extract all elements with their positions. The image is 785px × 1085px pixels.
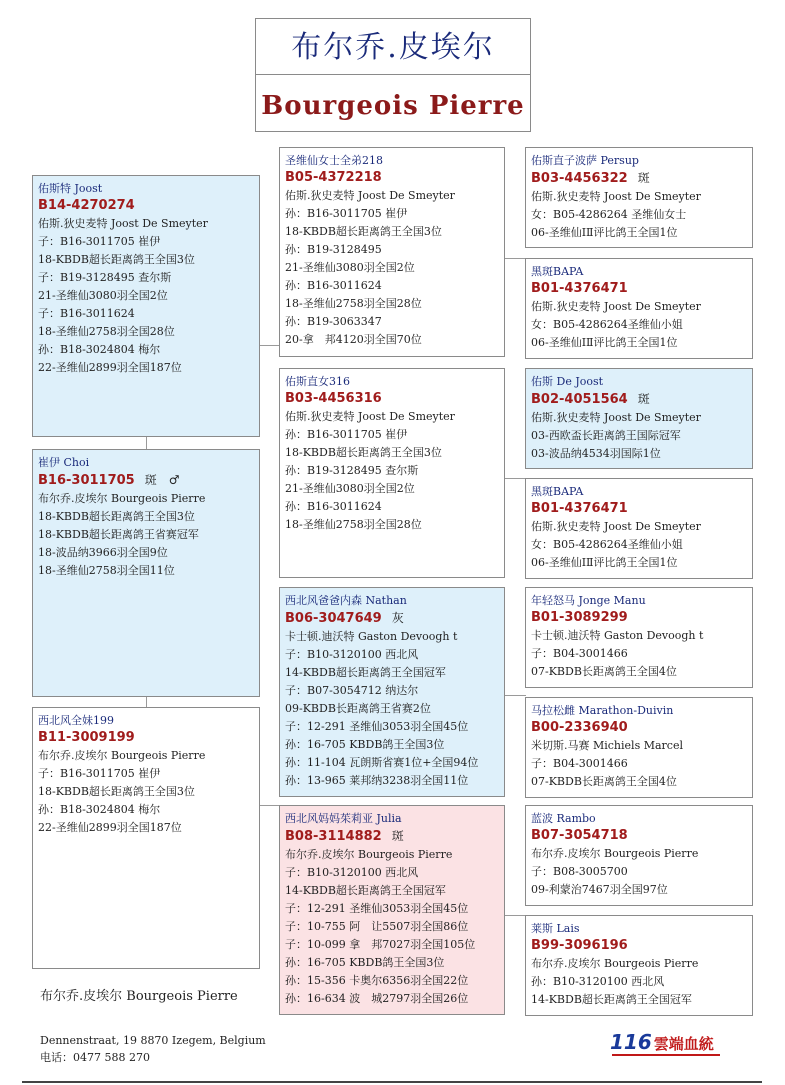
pigeon-card-sire <box>32 175 260 437</box>
bottom-divider <box>22 1081 762 1083</box>
pigeon-card-great-grandparent-3 <box>525 368 753 469</box>
ring-number-row <box>531 609 747 627</box>
brand-logo <box>610 1030 714 1054</box>
ring-number: B07-3054718 <box>531 828 628 843</box>
ring-number-row <box>531 390 747 409</box>
pigeon-color-sex: 斑 <box>391 829 404 843</box>
pedigree-info-line: 孙：16-705 KBDB鸽王全国3位 <box>285 738 445 751</box>
pedigree-info-line: 佑斯.狄史麦特 Joost De Smeyter <box>531 520 701 533</box>
ring-number: B16-3011705 <box>38 473 135 488</box>
pedigree-info-line: 孙：11-104 瓦朗斯省赛1位+全国94位 <box>285 756 479 769</box>
pigeon-name: 西北风全妹199 <box>38 714 114 727</box>
pigeon-name: 佑斯直女316 <box>285 375 350 388</box>
breeder-address: Dennenstraat, 19 8870 Izegem, Belgium <box>40 1034 266 1047</box>
ring-number-row <box>38 471 254 490</box>
pigeon-card-dam <box>32 707 260 969</box>
pedigree-info-line: 卡士顿.迪沃特 Gaston Devoogh t <box>285 630 458 643</box>
pedigree-info-line: 18-KBDB超长距离鸽王全国3位 <box>285 446 442 459</box>
pedigree-info-line: 18-圣维仙2758羽全国11位 <box>38 564 175 577</box>
pigeon-color-sex: 灰 <box>391 611 404 625</box>
ring-number-row <box>531 280 747 298</box>
ring-number: B01-3089299 <box>531 610 628 625</box>
pedigree-info-line: 子：B19-3128495 查尔斯 <box>38 271 172 284</box>
connector-line <box>504 478 526 479</box>
pigeon-name: 圣维仙女士全弟218 <box>285 154 383 167</box>
pedigree-info-line: 女：B05-4286264 圣维仙女士 <box>531 208 687 221</box>
pedigree-info-line: 布尔乔.皮埃尔 Bourgeois Pierre <box>285 848 453 861</box>
pedigree-info-line: 22-圣维仙2899羽全国187位 <box>38 821 182 834</box>
ring-number: B02-4051564 <box>531 392 628 407</box>
ring-number: B05-4372218 <box>285 170 382 185</box>
pedigree-info-line: 布尔乔.皮埃尔 Bourgeois Pierre <box>531 847 699 860</box>
pedigree-info-line: 孙：B16-3011624 <box>285 500 382 513</box>
ring-number: B08-3114882 <box>285 829 382 844</box>
pedigree-info-line: 孙：B19-3128495 查尔斯 <box>285 464 419 477</box>
pigeon-color-sex: 斑 ♂ <box>144 473 180 487</box>
pigeon-name: 黑斑BAPA <box>531 265 584 278</box>
pigeon-card-grandparent-4 <box>279 805 505 1015</box>
pedigree-info-line: 18-圣维仙2758羽全国28位 <box>285 297 422 310</box>
pedigree-info-line: 子：B10-3120100 西北风 <box>285 866 419 879</box>
pedigree-info-line: 22-圣维仙2899羽全国187位 <box>38 361 182 374</box>
pigeon-name: 佑斯特 Joost <box>38 182 103 195</box>
pedigree-info-line: 21-圣维仙3080羽全国2位 <box>285 482 415 495</box>
ring-number-row <box>38 197 254 215</box>
pedigree-info-line: 21-圣维仙3080羽全国2位 <box>38 289 168 302</box>
ring-number-row <box>285 390 499 408</box>
pedigree-info-line: 佑斯.狄史麦特 Joost De Smeyter <box>531 190 701 203</box>
ring-number: B14-4270274 <box>38 198 135 213</box>
pigeon-name: 西北风爸爸内森 Nathan <box>285 594 407 607</box>
ring-number-row <box>531 719 747 737</box>
pedigree-info-line: 子：B10-3120100 西北风 <box>285 648 419 661</box>
pedigree-info-line: 孙：B16-3011705 崔伊 <box>285 207 408 220</box>
pigeon-name: 崔伊 Choi <box>38 456 90 469</box>
pedigree-info-line: 18-KBDB超长距离鸽王全国3位 <box>38 785 195 798</box>
pigeon-name: 莱斯 Lais <box>531 922 580 935</box>
pedigree-info-line: 子：B08-3005700 <box>531 865 628 878</box>
pedigree-info-line: 子：B04-3001466 <box>531 647 628 660</box>
connector-line <box>259 345 280 346</box>
pedigree-info-line: 18-KBDB超长距离鸽王全国3位 <box>285 225 442 238</box>
pedigree-info-line: 孙：16-705 KBDB鸽王全国3位 <box>285 956 445 969</box>
pigeon-card-great-grandparent-6 <box>525 697 753 798</box>
pedigree-info-line: 03-波品纳4534羽国际1位 <box>531 447 661 460</box>
pedigree-info-line: 子：B07-3054712 纳达尔 <box>285 684 419 697</box>
pedigree-info-line: 14-KBDB超长距离鸽王全国冠军 <box>285 666 446 679</box>
pedigree-info-line: 孙：B18-3024804 梅尔 <box>38 343 161 356</box>
pedigree-info-line: 布尔乔.皮埃尔 Bourgeois Pierre <box>38 492 206 505</box>
pedigree-info-line: 孙：16-634 波 城2797羽全国26位 <box>285 992 469 1005</box>
pedigree-info-line: 佑斯.狄史麦特 Joost De Smeyter <box>531 300 701 313</box>
ring-number: B99-3096196 <box>531 938 628 953</box>
ring-number-row <box>531 827 747 845</box>
pigeon-name: 年轻怒马 Jonge Manu <box>531 594 646 607</box>
ring-number: B01-4376471 <box>531 501 628 516</box>
pedigree-info-line: 孙：B18-3024804 梅尔 <box>38 803 161 816</box>
pedigree-info-line: 孙：15-356 卡奥尔6356羽全国22位 <box>285 974 469 987</box>
ring-number: B01-4376471 <box>531 281 628 296</box>
pigeon-card-grandparent-1 <box>279 147 505 357</box>
page-title-english: Bourgeois Pierre <box>255 74 531 132</box>
pedigree-info-line: 孙：B19-3128495 <box>285 243 382 256</box>
pedigree-info-line: 14-KBDB超长距离鸽王全国冠军 <box>531 993 692 1006</box>
pedigree-info-line: 子：B16-3011624 <box>38 307 135 320</box>
pedigree-info-line: 07-KBDB长距离鸽王全国4位 <box>531 665 677 678</box>
pigeon-card-subject <box>32 449 260 697</box>
pedigree-info-line: 子：B16-3011705 崔伊 <box>38 767 161 780</box>
ring-number-row <box>38 729 254 747</box>
pedigree-info-line: 孙：13-965 莱邦纳3238羽全国11位 <box>285 774 469 787</box>
pedigree-info-line: 布尔乔.皮埃尔 Bourgeois Pierre <box>38 749 206 762</box>
pigeon-card-grandparent-2 <box>279 368 505 578</box>
ring-number: B11-3009199 <box>38 730 135 745</box>
page-title-chinese: 布尔乔.皮埃尔 <box>255 18 531 75</box>
pigeon-name: 佑斯 De Joost <box>531 375 604 388</box>
pigeon-name: 西北风妈妈茱莉亚 Julia <box>285 812 402 825</box>
pedigree-info-line: 09-利蒙治7467羽全国97位 <box>531 883 668 896</box>
pigeon-card-great-grandparent-8 <box>525 915 753 1016</box>
ring-number: B03-4456322 <box>531 171 628 186</box>
pedigree-info-line: 18-KBDB超长距离鸽王省赛冠军 <box>38 528 199 541</box>
connector-line <box>146 437 147 449</box>
pedigree-info-line: 孙：B10-3120100 西北风 <box>531 975 665 988</box>
pedigree-info-line: 06-圣维仙ⅠⅡ评比鸽王全国1位 <box>531 226 678 239</box>
pedigree-info-line: 子：B04-3001466 <box>531 757 628 770</box>
logo-underline <box>612 1054 720 1056</box>
ring-number: B06-3047649 <box>285 611 382 626</box>
connector-line <box>504 695 526 696</box>
pedigree-info-line: 子：12-291 圣维仙3053羽全国45位 <box>285 902 469 915</box>
pedigree-info-line: 子：10-755 阿 让5507羽全国86位 <box>285 920 469 933</box>
pigeon-card-great-grandparent-5 <box>525 587 753 688</box>
pedigree-info-line: 孙：B16-3011705 崔伊 <box>285 428 408 441</box>
pedigree-info-line: 14-KBDB超长距离鸽王全国冠军 <box>285 884 446 897</box>
ring-number-row <box>531 937 747 955</box>
pigeon-color-sex: 斑 <box>637 171 650 185</box>
pedigree-info-line: 18-KBDB超长距离鸽王全国3位 <box>38 253 195 266</box>
pedigree-info-line: 佑斯.狄史麦特 Joost De Smeyter <box>285 189 455 202</box>
pigeon-card-great-grandparent-4 <box>525 478 753 579</box>
pigeon-name: 蓝波 Rambo <box>531 812 596 825</box>
pigeon-card-great-grandparent-1 <box>525 147 753 248</box>
pedigree-info-line: 06-圣维仙ⅠⅡ评比鸽王全国1位 <box>531 556 678 569</box>
pedigree-info-line: 21-圣维仙3080羽全国2位 <box>285 261 415 274</box>
pedigree-info-line: 佑斯.狄史麦特 Joost De Smeyter <box>285 410 455 423</box>
pedigree-info-line: 20-拿 邦4120羽全国70位 <box>285 333 422 346</box>
pedigree-info-line: 03-西欧盃长距离鸽王国际冠军 <box>531 429 681 442</box>
pedigree-info-line: 米切斯.马赛 Michiels Marcel <box>531 739 683 752</box>
pigeon-name: 黑斑BAPA <box>531 485 584 498</box>
pedigree-info-line: 卡士顿.迪沃特 Gaston Devoogh t <box>531 629 704 642</box>
pedigree-info-line: 06-圣维仙ⅠⅡ评比鸽王全国1位 <box>531 336 678 349</box>
pedigree-info-line: 18-波品纳3966羽全国9位 <box>38 546 168 559</box>
pedigree-info-line: 子：B16-3011705 崔伊 <box>38 235 161 248</box>
connector-line <box>504 258 526 259</box>
pedigree-info-line: 女：B05-4286264圣维仙小姐 <box>531 318 683 331</box>
pedigree-info-line: 女：B05-4286264圣维仙小姐 <box>531 538 683 551</box>
pedigree-info-line: 子：12-291 圣维仙3053羽全国45位 <box>285 720 469 733</box>
pigeon-name: 马拉松雌 Marathon-Duivin <box>531 704 674 717</box>
connector-line <box>504 915 526 916</box>
ring-number-row <box>531 169 747 188</box>
pedigree-info-line: 18-圣维仙2758羽全国28位 <box>38 325 175 338</box>
pedigree-info-line: 孙：B19-3063347 <box>285 315 382 328</box>
breeder-phone: 电话：0477 588 270 <box>40 1051 150 1064</box>
ring-number: B03-4456316 <box>285 391 382 406</box>
pigeon-card-grandparent-3 <box>279 587 505 797</box>
pedigree-info-line: 09-KBDB长距离鸽王省赛2位 <box>285 702 431 715</box>
pedigree-info-line: 18-KBDB超长距离鸽王全国3位 <box>38 510 195 523</box>
ring-number-row <box>531 500 747 518</box>
pedigree-info-line: 子：10-099 拿 邦7027羽全国105位 <box>285 938 476 951</box>
connector-line <box>259 805 280 806</box>
pedigree-info-line: 18-圣维仙2758羽全国28位 <box>285 518 422 531</box>
pigeon-color-sex: 斑 <box>637 392 650 406</box>
logo-number: 116 <box>610 1030 652 1054</box>
pedigree-info-line: 佑斯.狄史麦特 Joost De Smeyter <box>38 217 208 230</box>
pedigree-info-line: 布尔乔.皮埃尔 Bourgeois Pierre <box>531 957 699 970</box>
logo-text: 雲端血統 <box>653 1035 714 1053</box>
ring-number-row <box>285 169 499 187</box>
pigeon-card-great-grandparent-7 <box>525 805 753 906</box>
pigeon-card-great-grandparent-2 <box>525 258 753 359</box>
ring-number-row <box>285 827 499 846</box>
pedigree-info-line: 07-KBDB长距离鸽王全国4位 <box>531 775 677 788</box>
pedigree-info-line: 佑斯.狄史麦特 Joost De Smeyter <box>531 411 701 424</box>
breeder-name: 布尔乔.皮埃尔 Bourgeois Pierre <box>40 989 238 1004</box>
ring-number: B00-2336940 <box>531 720 628 735</box>
pedigree-info-line: 孙：B16-3011624 <box>285 279 382 292</box>
ring-number-row <box>285 609 499 628</box>
pigeon-name: 佑斯直子波萨 Persup <box>531 154 639 167</box>
connector-line <box>146 697 147 707</box>
